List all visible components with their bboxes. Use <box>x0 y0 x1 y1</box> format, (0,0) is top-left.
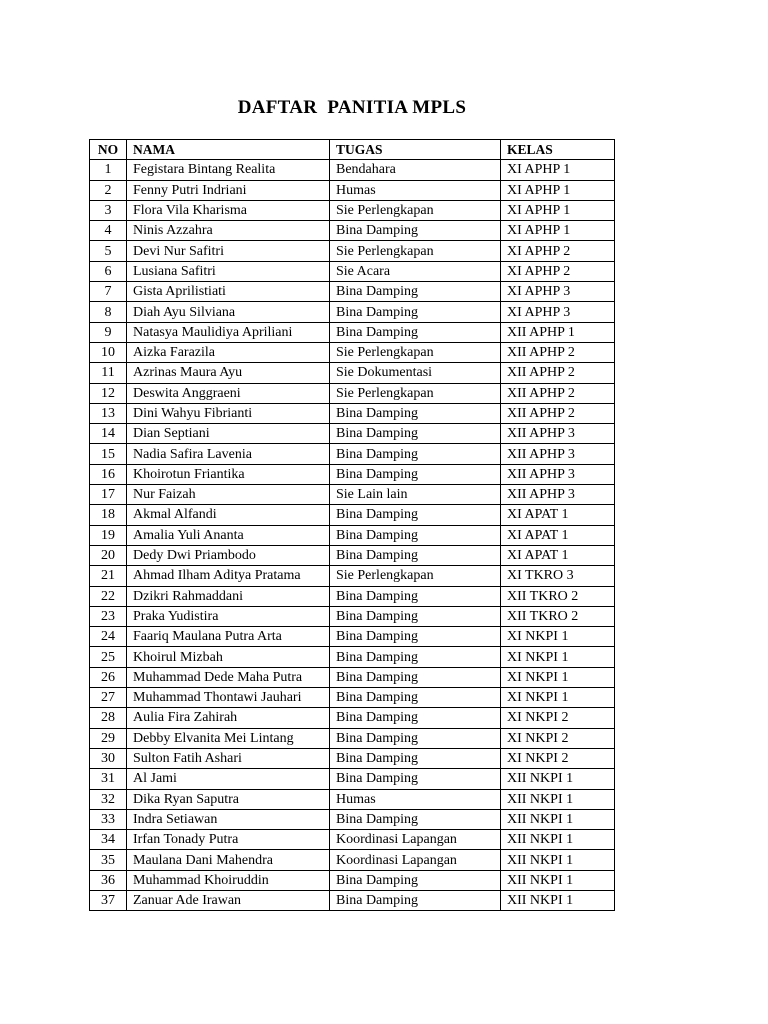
cell-no: 34 <box>90 830 127 850</box>
cell-kelas: XI NKPI 2 <box>501 748 615 768</box>
cell-tugas: Bina Damping <box>330 688 501 708</box>
cell-no: 31 <box>90 769 127 789</box>
cell-tugas: Humas <box>330 789 501 809</box>
cell-tugas: Sie Dokumentasi <box>330 363 501 383</box>
cell-kelas: XII TKRO 2 <box>501 606 615 626</box>
cell-tugas: Bina Damping <box>330 890 501 910</box>
cell-tugas: Bina Damping <box>330 545 501 565</box>
table-row <box>90 850 615 870</box>
cell-no: 30 <box>90 748 127 768</box>
cell-no: 3 <box>90 200 127 220</box>
cell-no: 37 <box>90 890 127 910</box>
cell-kelas: XI APHP 1 <box>501 160 615 180</box>
cell-tugas: Bina Damping <box>330 424 501 444</box>
table-row <box>90 464 615 484</box>
committee-table <box>89 139 615 911</box>
cell-nama: Aizka Farazila <box>127 342 330 362</box>
cell-tugas: Sie Perlengkapan <box>330 241 501 261</box>
cell-tugas: Sie Perlengkapan <box>330 200 501 220</box>
cell-tugas: Bina Damping <box>330 586 501 606</box>
cell-nama: Deswita Anggraeni <box>127 383 330 403</box>
cell-no: 8 <box>90 302 127 322</box>
cell-no: 15 <box>90 444 127 464</box>
cell-nama: Ahmad Ilham Aditya Pratama <box>127 566 330 586</box>
table-row <box>90 424 615 444</box>
cell-nama: Nadia Safira Lavenia <box>127 444 330 464</box>
cell-nama: Gista Aprilistiati <box>127 282 330 302</box>
cell-nama: Nur Faizah <box>127 485 330 505</box>
cell-nama: Zanuar Ade Irawan <box>127 890 330 910</box>
cell-nama: Flora Vila Kharisma <box>127 200 330 220</box>
cell-nama: Irfan Tonady Putra <box>127 830 330 850</box>
table-row <box>90 890 615 910</box>
cell-tugas: Bina Damping <box>330 606 501 626</box>
cell-nama: Devi Nur Safitri <box>127 241 330 261</box>
cell-kelas: XI TKRO 3 <box>501 566 615 586</box>
table-row <box>90 241 615 261</box>
table-row <box>90 525 615 545</box>
cell-tugas: Bendahara <box>330 160 501 180</box>
cell-kelas: XI APAT 1 <box>501 545 615 565</box>
cell-kelas: XII NKPI 1 <box>501 850 615 870</box>
cell-no: 22 <box>90 586 127 606</box>
table-row <box>90 728 615 748</box>
table-row <box>90 667 615 687</box>
cell-nama: Dzikri Rahmaddani <box>127 586 330 606</box>
cell-nama: Ninis Azzahra <box>127 221 330 241</box>
table-row <box>90 403 615 423</box>
cell-nama: Debby Elvanita Mei Lintang <box>127 728 330 748</box>
cell-kelas: XI APHP 3 <box>501 302 615 322</box>
table-row <box>90 809 615 829</box>
cell-kelas: XII APHP 2 <box>501 342 615 362</box>
cell-nama: Praka Yudistira <box>127 606 330 626</box>
cell-nama: Sulton Fatih Ashari <box>127 748 330 768</box>
cell-no: 16 <box>90 464 127 484</box>
cell-nama: Aulia Fira Zahirah <box>127 708 330 728</box>
cell-nama: Diah Ayu Silviana <box>127 302 330 322</box>
cell-tugas: Sie Lain lain <box>330 485 501 505</box>
cell-kelas: XII APHP 3 <box>501 444 615 464</box>
cell-tugas: Sie Perlengkapan <box>330 383 501 403</box>
cell-nama: Dini Wahyu Fibrianti <box>127 403 330 423</box>
table-row <box>90 748 615 768</box>
cell-nama: Azrinas Maura Ayu <box>127 363 330 383</box>
cell-kelas: XI APHP 1 <box>501 180 615 200</box>
cell-nama: Fegistara Bintang Realita <box>127 160 330 180</box>
cell-nama: Faariq Maulana Putra Arta <box>127 627 330 647</box>
cell-kelas: XI APHP 1 <box>501 200 615 220</box>
table-row <box>90 342 615 362</box>
cell-no: 27 <box>90 688 127 708</box>
table-row <box>90 444 615 464</box>
cell-nama: Muhammad Thontawi Jauhari <box>127 688 330 708</box>
table-row <box>90 180 615 200</box>
cell-kelas: XII NKPI 1 <box>501 830 615 850</box>
cell-no: 19 <box>90 525 127 545</box>
table-row <box>90 160 615 180</box>
cell-no: 17 <box>90 485 127 505</box>
table-row <box>90 282 615 302</box>
cell-no: 24 <box>90 627 127 647</box>
table-row <box>90 363 615 383</box>
document-title: DAFTAR PANITIA MPLS <box>237 97 467 118</box>
cell-kelas: XI NKPI 1 <box>501 627 615 647</box>
cell-kelas: XI NKPI 2 <box>501 728 615 748</box>
cell-tugas: Bina Damping <box>330 444 501 464</box>
cell-tugas: Bina Damping <box>330 403 501 423</box>
header-kelas: KELAS <box>501 140 615 160</box>
cell-kelas: XI APHP 1 <box>501 221 615 241</box>
table-row <box>90 302 615 322</box>
cell-kelas: XI APHP 2 <box>501 261 615 281</box>
cell-nama: Fenny Putri Indriani <box>127 180 330 200</box>
cell-tugas: Bina Damping <box>330 708 501 728</box>
cell-tugas: Bina Damping <box>330 667 501 687</box>
cell-kelas: XII APHP 2 <box>501 403 615 423</box>
header-no: NO <box>90 140 127 160</box>
cell-kelas: XII NKPI 1 <box>501 809 615 829</box>
cell-no: 20 <box>90 545 127 565</box>
cell-no: 2 <box>90 180 127 200</box>
cell-no: 10 <box>90 342 127 362</box>
cell-tugas: Bina Damping <box>330 505 501 525</box>
cell-kelas: XI NKPI 1 <box>501 647 615 667</box>
table-body <box>90 160 615 911</box>
cell-tugas: Sie Perlengkapan <box>330 566 501 586</box>
cell-tugas: Bina Damping <box>330 282 501 302</box>
table-row <box>90 200 615 220</box>
cell-tugas: Bina Damping <box>330 464 501 484</box>
cell-nama: Muhammad Dede Maha Putra <box>127 667 330 687</box>
cell-kelas: XII APHP 2 <box>501 363 615 383</box>
cell-no: 6 <box>90 261 127 281</box>
cell-nama: Dian Septiani <box>127 424 330 444</box>
cell-no: 18 <box>90 505 127 525</box>
table-row <box>90 586 615 606</box>
cell-tugas: Humas <box>330 180 501 200</box>
table-row <box>90 505 615 525</box>
table-row <box>90 322 615 342</box>
cell-no: 5 <box>90 241 127 261</box>
cell-tugas: Koordinasi Lapangan <box>330 850 501 870</box>
cell-tugas: Bina Damping <box>330 870 501 890</box>
table-row <box>90 688 615 708</box>
cell-nama: Natasya Maulidiya Apriliani <box>127 322 330 342</box>
cell-nama: Dedy Dwi Priambodo <box>127 545 330 565</box>
cell-tugas: Bina Damping <box>330 748 501 768</box>
cell-kelas: XII APHP 3 <box>501 485 615 505</box>
table-row <box>90 769 615 789</box>
cell-kelas: XII NKPI 1 <box>501 890 615 910</box>
cell-kelas: XI NKPI 2 <box>501 708 615 728</box>
table-row <box>90 383 615 403</box>
table-row <box>90 545 615 565</box>
cell-tugas: Bina Damping <box>330 647 501 667</box>
table-row <box>90 647 615 667</box>
cell-no: 32 <box>90 789 127 809</box>
cell-tugas: Bina Damping <box>330 525 501 545</box>
cell-no: 36 <box>90 870 127 890</box>
cell-kelas: XI APAT 1 <box>501 505 615 525</box>
cell-kelas: XII TKRO 2 <box>501 586 615 606</box>
cell-kelas: XI NKPI 1 <box>501 688 615 708</box>
table-header <box>90 140 615 160</box>
cell-no: 14 <box>90 424 127 444</box>
table-row <box>90 566 615 586</box>
cell-no: 35 <box>90 850 127 870</box>
cell-kelas: XI APHP 3 <box>501 282 615 302</box>
cell-nama: Lusiana Safitri <box>127 261 330 281</box>
table-row <box>90 830 615 850</box>
cell-kelas: XII APHP 2 <box>501 383 615 403</box>
table-row <box>90 870 615 890</box>
cell-no: 11 <box>90 363 127 383</box>
cell-no: 4 <box>90 221 127 241</box>
cell-no: 1 <box>90 160 127 180</box>
table-row <box>90 485 615 505</box>
header-nama: NAMA <box>127 140 330 160</box>
cell-tugas: Koordinasi Lapangan <box>330 830 501 850</box>
cell-no: 26 <box>90 667 127 687</box>
cell-tugas: Bina Damping <box>330 627 501 647</box>
header-tugas: TUGAS <box>330 140 501 160</box>
cell-no: 9 <box>90 322 127 342</box>
cell-tugas: Sie Acara <box>330 261 501 281</box>
cell-nama: Indra Setiawan <box>127 809 330 829</box>
cell-no: 33 <box>90 809 127 829</box>
cell-kelas: XII APHP 1 <box>501 322 615 342</box>
cell-nama: Al Jami <box>127 769 330 789</box>
cell-nama: Muhammad Khoiruddin <box>127 870 330 890</box>
cell-no: 23 <box>90 606 127 626</box>
cell-nama: Maulana Dani Mahendra <box>127 850 330 870</box>
cell-nama: Akmal Alfandi <box>127 505 330 525</box>
cell-no: 13 <box>90 403 127 423</box>
header-row <box>90 140 615 160</box>
cell-no: 7 <box>90 282 127 302</box>
table-row <box>90 708 615 728</box>
cell-kelas: XI APAT 1 <box>501 525 615 545</box>
cell-kelas: XII NKPI 1 <box>501 769 615 789</box>
cell-tugas: Bina Damping <box>330 769 501 789</box>
cell-tugas: Sie Perlengkapan <box>330 342 501 362</box>
cell-no: 12 <box>90 383 127 403</box>
table-row <box>90 789 615 809</box>
table-row <box>90 261 615 281</box>
cell-kelas: XI APHP 2 <box>501 241 615 261</box>
cell-kelas: XII APHP 3 <box>501 464 615 484</box>
cell-kelas: XI NKPI 1 <box>501 667 615 687</box>
cell-nama: Amalia Yuli Ananta <box>127 525 330 545</box>
cell-no: 21 <box>90 566 127 586</box>
cell-kelas: XII NKPI 1 <box>501 789 615 809</box>
cell-nama: Dika Ryan Saputra <box>127 789 330 809</box>
cell-tugas: Bina Damping <box>330 221 501 241</box>
cell-kelas: XII NKPI 1 <box>501 870 615 890</box>
table-row <box>90 627 615 647</box>
cell-tugas: Bina Damping <box>330 302 501 322</box>
cell-nama: Khoirul Mizbah <box>127 647 330 667</box>
cell-tugas: Bina Damping <box>330 322 501 342</box>
table-row <box>90 221 615 241</box>
cell-nama: Khoirotun Friantika <box>127 464 330 484</box>
cell-tugas: Bina Damping <box>330 809 501 829</box>
cell-no: 28 <box>90 708 127 728</box>
cell-tugas: Bina Damping <box>330 728 501 748</box>
table-row <box>90 606 615 626</box>
cell-no: 29 <box>90 728 127 748</box>
cell-no: 25 <box>90 647 127 667</box>
cell-kelas: XII APHP 3 <box>501 424 615 444</box>
